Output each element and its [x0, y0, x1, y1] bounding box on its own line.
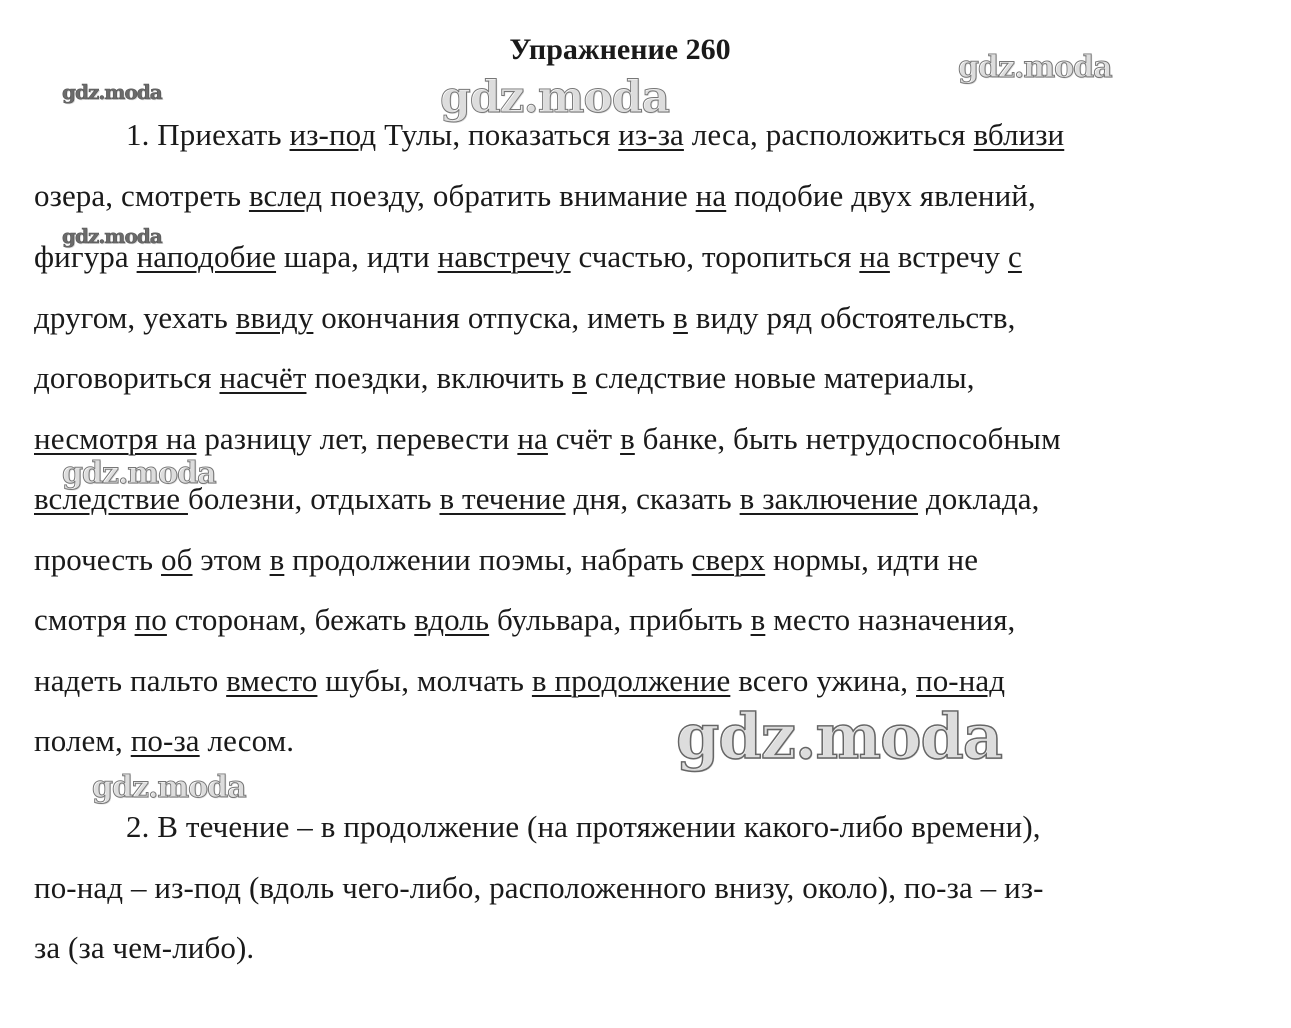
- para1-line-3: фигура наподобие шара, идти навстречу счастью, торопиться на встречу с: [34, 239, 1022, 274]
- para1-line-5: договориться насчёт поездки, включить в следствие новые материалы,: [34, 360, 975, 395]
- para1-line-4: другом, уехать ввиду окончания отпуска, иметь в виду ряд обстоятельств,: [34, 300, 1016, 335]
- watermark-logo: gdz.moda: [676, 700, 1002, 773]
- para1-line-10: надеть пальто вместо шубы, молчать в продолжение всего ужина, по-над: [34, 663, 1006, 698]
- para2-line-1: 2. В течение – в продолжение (на протяжении какого-либо времени),: [126, 809, 1041, 844]
- watermark-logo: gdz.moda: [62, 80, 162, 104]
- para1-line-7: вследствие болезни, отдыхать в течение дня, сказать в заключение доклада,: [34, 481, 1040, 516]
- exercise-title: Упражнение 260: [509, 33, 731, 66]
- para1-line-8: прочесть об этом в продолжении поэмы, набрать сверх нормы, идти не: [34, 542, 979, 577]
- watermark-logo: gdz.moda: [92, 770, 246, 805]
- para2-line-3: за (за чем-либо).: [34, 930, 255, 965]
- watermark-logo: gdz.moda: [440, 72, 670, 123]
- para1-line-6: несмотря на разницу лет, перевести на счёт в банке, быть нетрудоспособным: [34, 421, 1061, 456]
- watermark-logo: gdz.moda: [62, 224, 162, 248]
- para1-line-9: смотря по сторонам, бежать вдоль бульвара, прибыть в место назначения,: [34, 602, 1016, 637]
- para1-line-1: 1. Приехать из-под Тулы, показаться из-за леса, расположиться вблизи: [126, 117, 1065, 152]
- watermark-logo: gdz.moda: [62, 456, 216, 491]
- para1-line-2: озера, смотреть вслед поезду, обратить внимание на подобие двух явлений,: [34, 178, 1036, 213]
- para1-line-11: полем, по-за лесом.: [34, 723, 295, 758]
- watermark-logo: gdz.moda: [958, 50, 1112, 85]
- para2-line-2: по-над – из-под (вдоль чего-либо, расположенного внизу, около), по-за – из-: [34, 870, 1044, 905]
